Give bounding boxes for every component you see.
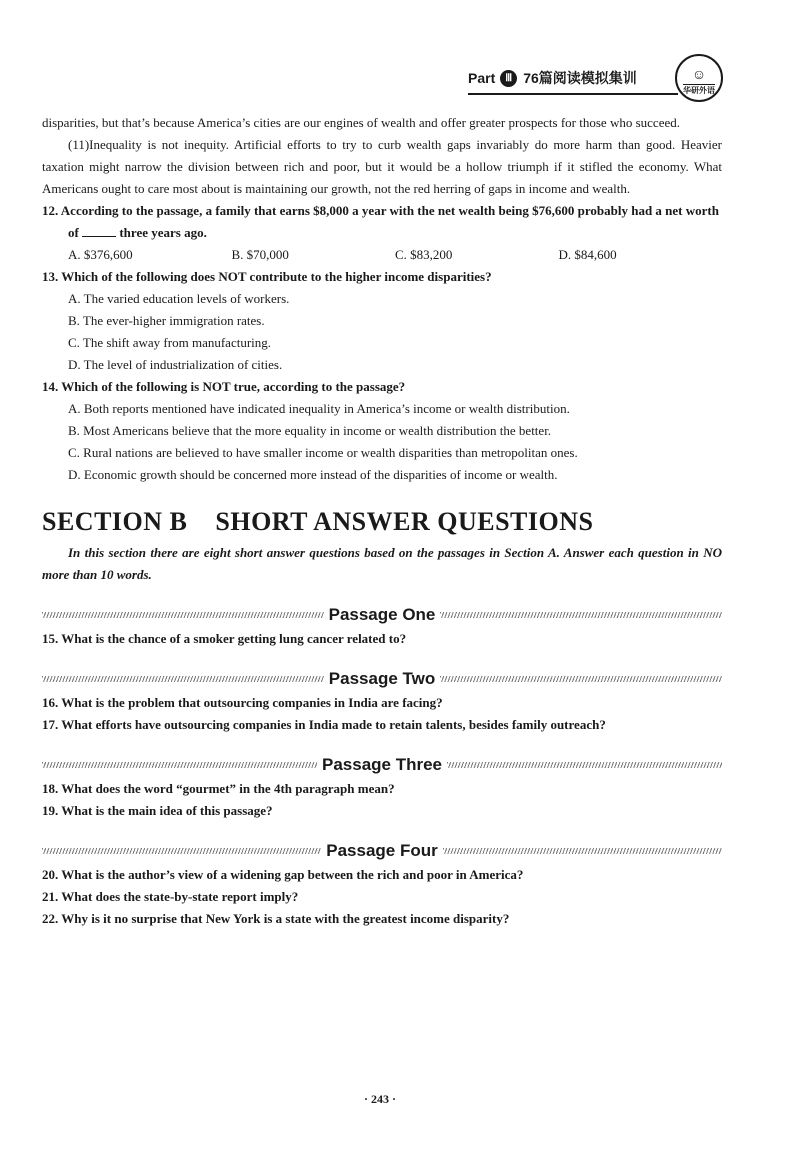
answer-blank	[82, 222, 116, 237]
question-12-options	[42, 244, 722, 266]
option: C. $83,200	[395, 247, 453, 262]
passage-heading	[42, 602, 722, 628]
passage-title: Passage One	[328, 605, 436, 624]
hatched-rule	[440, 612, 722, 618]
short-answer-question: 22. Why is it no surprise that New York is a state with the greatest income disparity?	[42, 911, 510, 926]
hatched-rule	[42, 848, 321, 854]
page-number: · 243 ·	[363, 1092, 396, 1106]
short-answer-question: 15. What is the chance of a smoker getting lung cancer related to?	[42, 631, 407, 646]
passage-heading	[42, 752, 722, 778]
series-title: 76篇阅读模拟集训	[523, 70, 637, 86]
short-answer-question: 21. What does the state-by-state report imply?	[42, 889, 299, 904]
hatched-rule	[440, 676, 722, 682]
mascot-icon: ☺	[691, 68, 707, 83]
section-label: SECTION B	[42, 507, 188, 536]
short-answer-question: 18. What does the word “gourmet” in the 4th paragraph mean?	[42, 781, 395, 796]
page-header	[468, 64, 637, 92]
short-answer-question: 16. What is the problem that outsourcing companies in India are facing?	[42, 695, 443, 710]
part-numeral-badge: Ⅲ	[500, 70, 517, 87]
question-13-options	[42, 288, 722, 376]
hatched-rule	[443, 848, 722, 854]
option: B. Most Americans believe that the more equality in income or wealth distribution the better.	[68, 423, 552, 438]
logo-text: 华研外语	[683, 86, 715, 95]
short-answer-question: 17. What efforts have outsourcing companies in India made to retain talents, besides family outreach?	[42, 717, 606, 732]
section-instructions: In this section there are eight short answer questions based on the passages in Section A. Answer each question in NO more than 10 words.	[42, 545, 722, 582]
page-content	[42, 112, 722, 930]
passage-title: Passage Two	[328, 669, 436, 688]
option: D. Economic growth should be concerned more instead of the disparities of income or wealth.	[68, 467, 558, 482]
section-heading: SHORT ANSWER QUESTIONS	[215, 507, 594, 536]
option: A. $376,600	[68, 247, 133, 262]
option: D. The level of industrialization of cities.	[68, 357, 283, 372]
passage-paragraph: (11)Inequality is not inequity. Artificial efforts to try to curb wealth gaps invariably do more harm than good. Heavier taxation might narrow the division between rich and poor, but it would be a hollow triumph if it stifled the economy. What Americans ought to care most about is maintaining our growth, not the red herring of gaps in income and wealth.	[42, 137, 722, 196]
hatched-rule	[42, 676, 324, 682]
option: C. Rural nations are believed to have smaller income or wealth disparities than metropolitan ones.	[68, 445, 578, 460]
question-14: 14. Which of the following is NOT true, according to the passage?	[42, 379, 406, 394]
question-12	[42, 200, 722, 244]
passage-title: Passage Four	[326, 841, 438, 860]
header-rule	[468, 93, 678, 95]
short-answer-question: 19. What is the main idea of this passage?	[42, 803, 273, 818]
option: B. $70,000	[231, 247, 289, 262]
section-title	[42, 506, 722, 538]
part-label: Part	[468, 70, 496, 86]
passage-title: Passage Three	[322, 755, 443, 774]
passage-paragraph: disparities, but that’s because America’s cities are our engines of wealth and offer greater prospects for those who succeed.	[42, 115, 680, 130]
question-stem-end: three years ago.	[119, 225, 207, 240]
question-stem: 12. According to the passage, a family that earns $8,000 a year with the net wealth being $76,600 probably had a net worth of	[42, 203, 719, 240]
option: B. The ever-higher immigration rates.	[68, 313, 265, 328]
passage-heading	[42, 666, 722, 692]
option: C. The shift away from manufacturing.	[68, 335, 272, 350]
option: A. The varied education levels of workers.	[68, 291, 290, 306]
option: D. $84,600	[558, 247, 617, 262]
option: A. Both reports mentioned have indicated inequality in America’s income or wealth distribution.	[68, 401, 570, 416]
hatched-rule	[447, 762, 722, 768]
question-13: 13. Which of the following does NOT contribute to the higher income disparities?	[42, 269, 492, 284]
publisher-logo	[675, 54, 723, 102]
short-answer-question: 20. What is the author’s view of a widening gap between the rich and poor in America?	[42, 867, 524, 882]
passage-heading	[42, 838, 722, 864]
hatched-rule	[42, 762, 317, 768]
hatched-rule	[42, 612, 324, 618]
